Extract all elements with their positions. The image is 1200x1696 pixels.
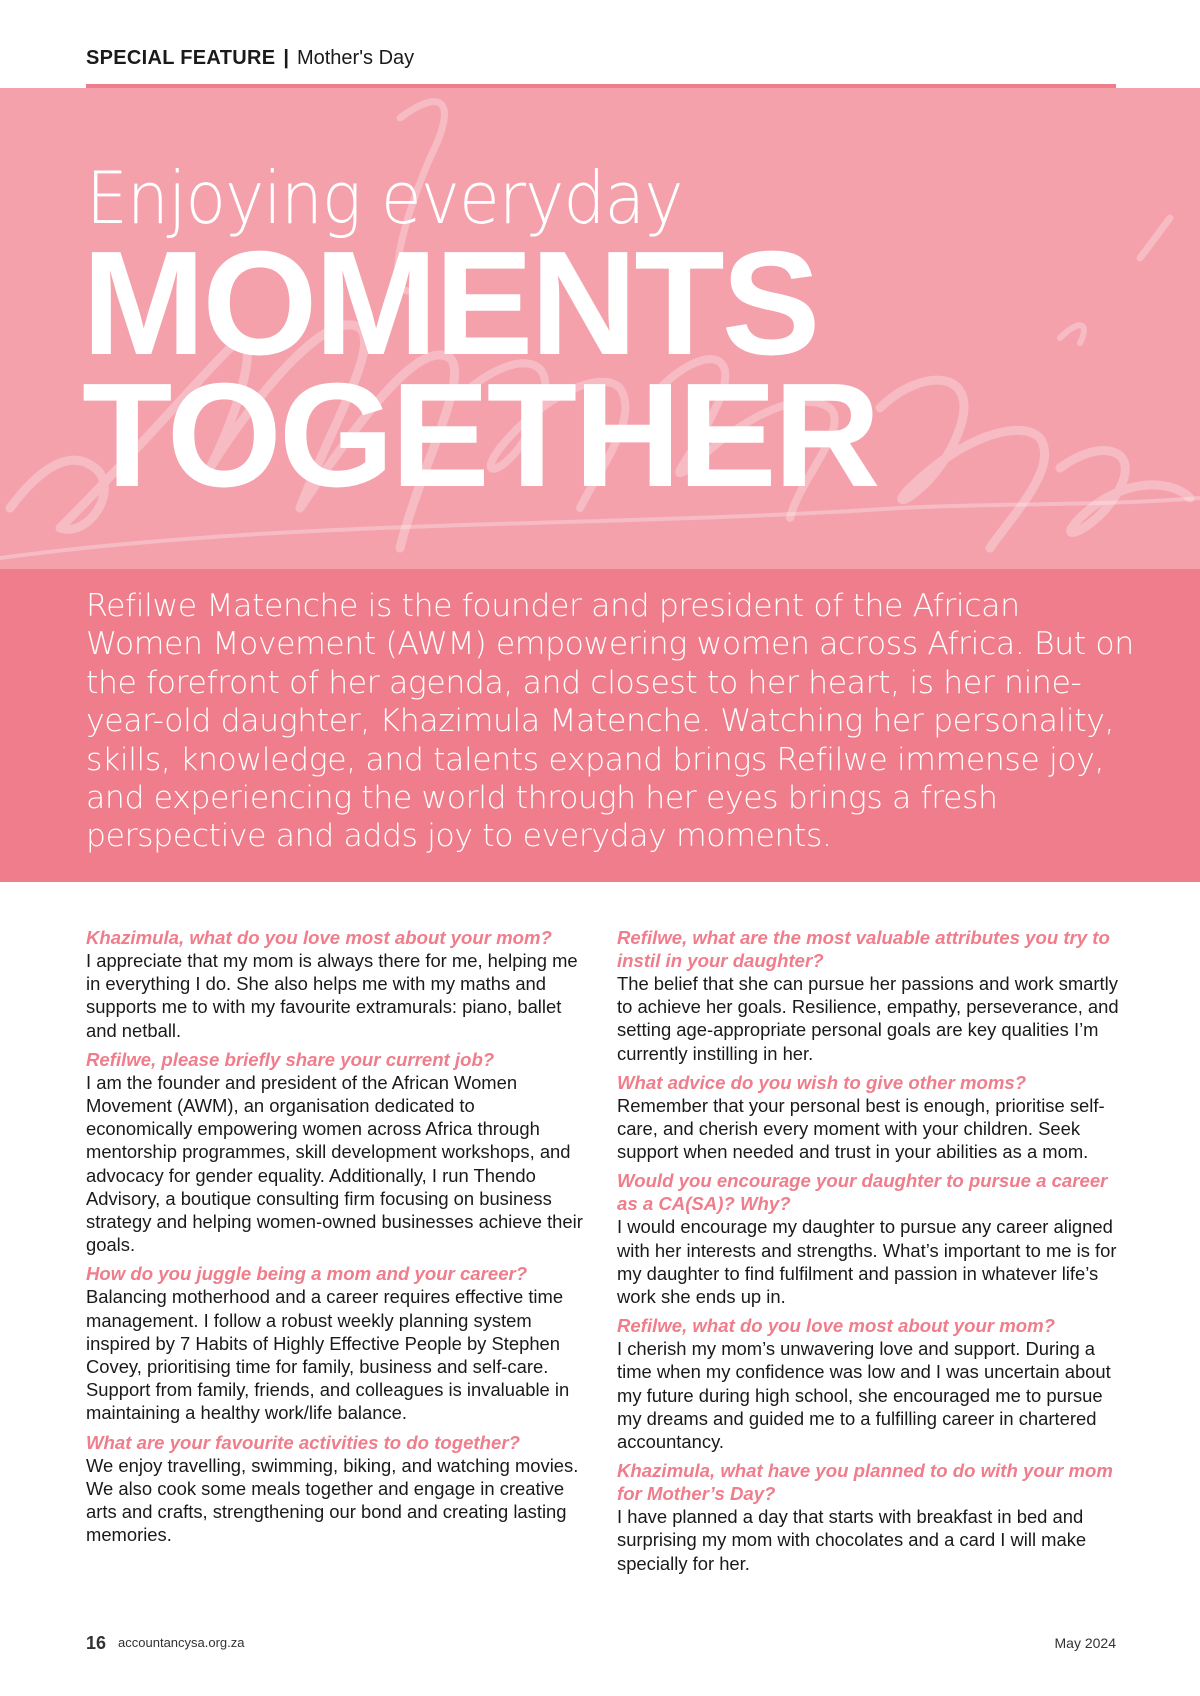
question: What advice do you wish to give other moms?: [617, 1071, 1027, 1093]
issue-date: May 2024: [1054, 1635, 1116, 1651]
right-column: [617, 926, 1122, 1581]
intro-band: [0, 569, 1200, 882]
question: Refilwe, please briefly share your current job?: [86, 1048, 495, 1070]
page-footer: [86, 1633, 1116, 1657]
website-url: accountancysa.org.za: [118, 1635, 245, 1650]
answer: I cherish my mom’s unwavering love and support. During a time when my confidence was low and I was uncertain about my future during high school, she encouraged me to pursue my dreams and guided me to a fulfilling career in chartered accountancy.: [617, 1338, 1111, 1453]
headline-line-1: MOMENTS: [82, 221, 818, 386]
answer: I would encourage my daughter to pursue any career aligned with her interests and strengths. What’s important to me is for my daughter to find fulfilment and passion in whatever life’s work she ends up in.: [617, 1216, 1117, 1308]
section-label: SPECIAL FEATURE: [86, 47, 276, 69]
answer: The belief that she can pursue her passions and work smartly to achieve her goals. Resilience, empathy, perseverance, and setting age-appropriate personal goals are key qualities I’m currently instilling in her.: [617, 973, 1119, 1064]
question: Khazimula, what do you love most about your mom?: [86, 927, 552, 948]
headline-line-2: TOGETHER: [82, 353, 878, 518]
question: Khazimula, what have you planned to do with your mom for Mother’s Day?: [617, 1460, 1113, 1505]
hero-banner: [0, 88, 1200, 569]
section-separator: |: [283, 47, 289, 69]
page-number: 16: [86, 1633, 107, 1653]
question: Refilwe, what do you love most about your mom?: [617, 1315, 1056, 1337]
question: What are your favourite activities to do together?: [86, 1431, 520, 1453]
headline-kicker: Enjoying everyday: [86, 156, 683, 240]
headline: [82, 221, 878, 518]
question: How do you juggle being a mom and your career?: [86, 1263, 528, 1285]
question: Would you encourage your daughter to pursue a career as a CA(SA)? Why?: [617, 1170, 1108, 1215]
intro-text: Refilwe Matenche is the founder and president of the African Women Movement (AWM) empowering women across Africa. But on the forefront of her agenda, and closest to her heart, is her nine-year-old daughter, Khazimula Matenche. Watching her personality, skills, knowledge, and talents expand brings Refilwe immense joy, and experiencing the world through her eyes brings a fresh perspective and adds joy to everyday moments.: [86, 588, 1134, 855]
answer: I am the founder and president of the African Women Movement (AWM), an organisation dedicated to economically empowering women across Africa through mentorship programmes, skill development workshops, and advocacy for gender equality. Additionally, I run Thendo Advisory, a boutique consulting firm focusing on business strategy and helping women-owned businesses achieve their goals.: [86, 1071, 583, 1256]
question: Refilwe, what are the most valuable attributes you try to instil in your daughter?: [617, 927, 1110, 971]
answer: Balancing motherhood and a career requires effective time management. I follow a robust weekly planning system inspired by 7 Habits of Highly Effective People by Stephen Covey, prioritising time for family, business and self-care. Support from family, friends, and colleagues is invaluable in maintaining a healthy work/life balance.: [86, 1286, 570, 1424]
section-header: [86, 46, 414, 70]
answer: I have planned a day that starts with breakfast in bed and surprising my mom with chocolates and a card I will make specially for her.: [617, 1506, 1087, 1574]
subsection-label: Mother's Day: [296, 47, 415, 69]
left-column: [86, 926, 586, 1552]
answer: I appreciate that my mom is always there for me, helping me in everything I do. She also helps me with my maths and supports me to with my favourite extramurals: piano, ballet and netball.: [86, 950, 578, 1041]
answer: Remember that your personal best is enough, prioritise self-care, and cherish every moment with your children. Seek support when needed and trust in your abilities as a mom.: [617, 1094, 1105, 1163]
answer: We enjoy travelling, swimming, biking, and watching movies. We also cook some meals together and engage in creative arts and crafts, strengthening our bond and creating lasting memories.: [86, 1454, 579, 1546]
